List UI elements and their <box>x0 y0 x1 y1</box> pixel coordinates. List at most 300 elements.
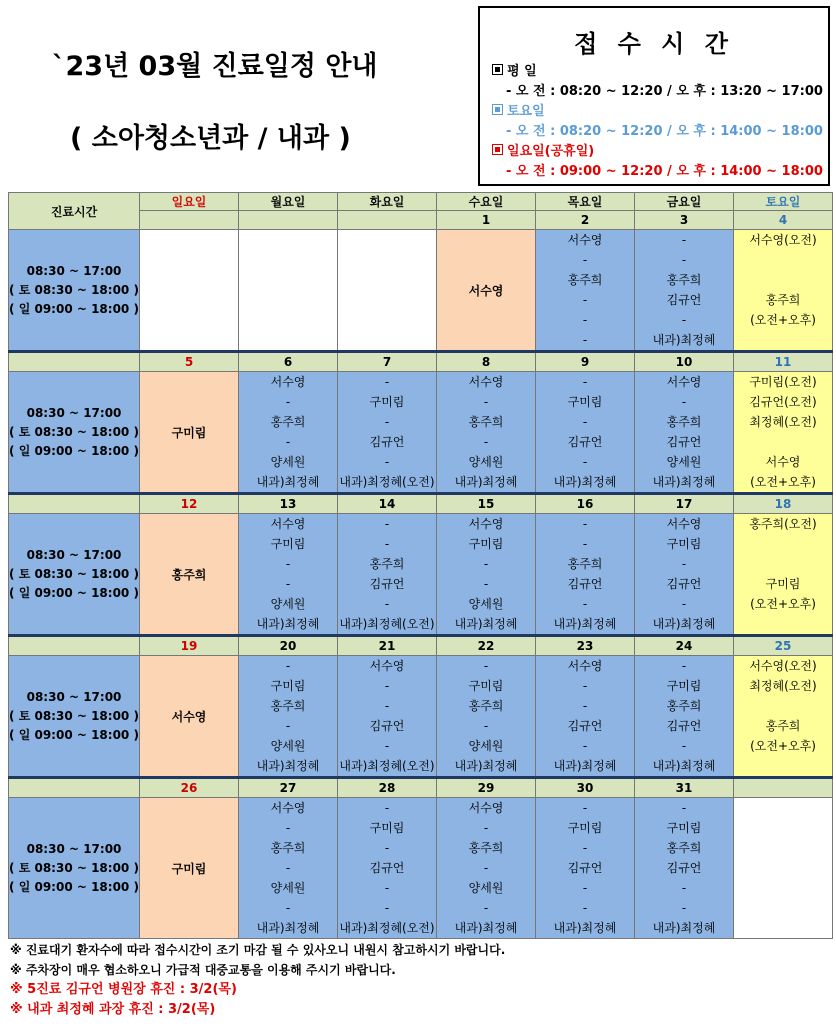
doctor-line: 구미림 <box>270 679 306 693</box>
schedule-cell <box>437 372 536 494</box>
doctor-line: 김규언 <box>666 435 702 449</box>
schedule-cell <box>338 372 437 494</box>
date-cell: 21 <box>338 636 437 656</box>
square-bullet-icon <box>492 144 503 155</box>
schedule-cell <box>635 230 734 352</box>
doctor-line: - <box>681 313 687 327</box>
date-cell <box>140 211 239 230</box>
week-row <box>9 230 833 352</box>
date-row <box>9 494 833 514</box>
schedule-cell <box>635 656 734 778</box>
date-cell: 16 <box>536 494 635 514</box>
doctor-line <box>734 270 832 290</box>
doctor-line: - <box>582 881 588 895</box>
doctor-line: 홍주희 <box>468 699 504 713</box>
doctor-line: - <box>582 739 588 753</box>
note-4: ※ 내과 최정혜 과장 휴진 : 3/2(목) <box>10 1002 216 1017</box>
time-line: ( 토 08:30 ~ 18:00 ) <box>9 424 139 439</box>
doctor-name: 서수영 <box>468 283 504 298</box>
doctor-line: 홍주희 <box>567 557 603 571</box>
doctor-line: 서수영 <box>468 517 504 531</box>
doctor-line: - <box>582 253 588 267</box>
schedule-cell <box>734 798 833 939</box>
doctor-line: (오전+오후) <box>750 739 816 753</box>
doctor-line: 내과)최정혜 <box>256 921 320 935</box>
week-row <box>9 372 833 494</box>
doctor-line: 내과)최정혜(오전) <box>339 617 435 631</box>
doctor-line: - <box>681 739 687 753</box>
doctor-line: 내과)최정혜(오전) <box>339 921 435 935</box>
time-line: 08:30 ~ 17:00 <box>26 263 122 278</box>
schedule-cell <box>536 230 635 352</box>
date-cell: 12 <box>140 494 239 514</box>
date-cell: 8 <box>437 352 536 372</box>
doctor-line: 김규언 <box>567 861 603 875</box>
doctor-line: 홍주희 <box>765 719 801 733</box>
doctor-line <box>734 696 832 716</box>
schedule-cell <box>338 656 437 778</box>
doctor-line: 서수영 <box>270 375 306 389</box>
time-header: 진료시간 <box>9 193 140 230</box>
schedule-cell <box>239 798 338 939</box>
doctor-line: - <box>384 415 390 429</box>
doctor-line: 내과)최정혜 <box>553 759 617 773</box>
doctor-line: - <box>384 801 390 815</box>
doctor-line: - <box>681 233 687 247</box>
doctor-line: - <box>285 901 291 915</box>
schedule-cell <box>734 514 833 636</box>
doctor-line: 서수영(오전) <box>749 233 817 247</box>
doctor-line <box>734 554 832 574</box>
doctor-line: 양세원 <box>270 455 306 469</box>
doctor-line: - <box>681 901 687 915</box>
doctor-line: 내과)최정혜 <box>256 617 320 631</box>
schedule-cell <box>338 798 437 939</box>
time-line: ( 일 09:00 ~ 18:00 ) <box>9 879 139 894</box>
header-row <box>9 193 833 211</box>
note-1: ※ 진료대기 환자수에 따라 접수시간이 조기 마감 될 수 있사오니 내원시 참고하시기 바랍니다. <box>10 943 506 957</box>
doctor-list <box>338 656 436 776</box>
doctor-line: 양세원 <box>270 597 306 611</box>
schedule-cell <box>536 514 635 636</box>
doctor-line: 최정혜(오전) <box>749 679 817 693</box>
date-cell: 13 <box>239 494 338 514</box>
weekday-label-row <box>492 60 537 79</box>
doctor-list <box>734 514 832 634</box>
schedule-cell <box>635 514 734 636</box>
schedule-cell <box>239 656 338 778</box>
date-cell: 5 <box>140 352 239 372</box>
date-cell: 20 <box>239 636 338 656</box>
doctor-line: 서수영 <box>270 801 306 815</box>
doctor-list <box>338 798 436 938</box>
time-cell <box>9 514 140 636</box>
doctor-line: (오전+오후) <box>750 313 816 327</box>
doctor-line: - <box>285 577 291 591</box>
doctor-line: 홍주희 <box>468 841 504 855</box>
sunday-label-row <box>492 140 594 159</box>
page-title: `23년 03월 진료일정 안내 <box>52 51 378 82</box>
date-cell: 9 <box>536 352 635 372</box>
day-header: 토요일 <box>734 193 833 211</box>
week-row <box>9 798 833 939</box>
time-line: ( 일 09:00 ~ 18:00 ) <box>9 585 139 600</box>
doctor-line: 내과)최정혜(오전) <box>339 759 435 773</box>
doctor-line: 홍주희 <box>567 273 603 287</box>
date-cell: 1 <box>437 211 536 230</box>
doctor-line: - <box>483 861 489 875</box>
doctor-list <box>239 656 337 776</box>
doctor-line: - <box>582 841 588 855</box>
doctor-line: - <box>384 901 390 915</box>
doctor-line: 내과)최정혜 <box>454 759 518 773</box>
doctor-name: 서수영 <box>171 709 207 724</box>
doctor-line: 김규언 <box>666 719 702 733</box>
schedule-cell <box>338 514 437 636</box>
doctor-line: 서수영 <box>567 233 603 247</box>
doctor-line: - <box>582 375 588 389</box>
doctor-line: 서수영 <box>270 517 306 531</box>
date-cell: 23 <box>536 636 635 656</box>
date-cell: 18 <box>734 494 833 514</box>
doctor-line: 최정혜(오전) <box>749 415 817 429</box>
doctor-line: - <box>384 739 390 753</box>
doctor-line: 김규언 <box>567 719 603 733</box>
doctor-line: 내과)최정혜 <box>256 759 320 773</box>
doctor-list <box>734 656 832 776</box>
doctor-line: 양세원 <box>468 739 504 753</box>
date-cell: 31 <box>635 778 734 798</box>
doctor-line: 내과)최정혜 <box>652 475 716 489</box>
doctor-line: 구미림 <box>369 821 405 835</box>
day-header: 화요일 <box>338 193 437 211</box>
doctor-line: 김규언 <box>666 293 702 307</box>
note-2: ※ 주차장이 매우 협소하오니 가급적 대중교통을 이용해 주시기 바랍니다. <box>10 963 396 977</box>
doctor-line: 양세원 <box>468 597 504 611</box>
doctor-line: 내과)최정혜 <box>454 475 518 489</box>
date-cell: 14 <box>338 494 437 514</box>
schedule-cell <box>734 230 833 352</box>
doctor-line: - <box>483 435 489 449</box>
date-cell <box>734 778 833 798</box>
doctor-line: 김규언 <box>567 435 603 449</box>
doctor-line: 김규언 <box>666 861 702 875</box>
doctor-line: - <box>285 557 291 571</box>
weekday-label: 평 일 <box>507 64 537 79</box>
doctor-line: - <box>285 861 291 875</box>
doctor-line: - <box>582 537 588 551</box>
date-cell: 24 <box>635 636 734 656</box>
doctor-line: - <box>384 537 390 551</box>
doctor-line: 서수영 <box>567 659 603 673</box>
doctor-list <box>734 230 832 350</box>
doctor-list <box>239 798 337 938</box>
doctor-list <box>536 230 634 350</box>
time-line: ( 토 08:30 ~ 18:00 ) <box>9 566 139 581</box>
doctor-line: - <box>681 253 687 267</box>
doctor-line: 홍주희 <box>666 699 702 713</box>
week-row <box>9 514 833 636</box>
date-cell: 3 <box>635 211 734 230</box>
doctor-line: 구미림 <box>567 821 603 835</box>
saturday-hours: - 오 전 : 08:20 ~ 12:20 / 오 후 : 14:00 ~ 18:00 <box>506 124 823 139</box>
doctor-line: 홍주희 <box>270 415 306 429</box>
time-cell <box>9 230 140 352</box>
doctor-line: 내과)최정혜 <box>454 617 518 631</box>
date-cell: 10 <box>635 352 734 372</box>
date-cell: 17 <box>635 494 734 514</box>
doctor-line: - <box>384 455 390 469</box>
date-row <box>9 352 833 372</box>
reception-hours-title: 접 수 시 간 <box>574 30 734 58</box>
doctor-list <box>338 514 436 634</box>
saturday-label: 토요일 <box>507 104 545 119</box>
doctor-line: - <box>582 293 588 307</box>
doctor-line: 구미림 <box>765 577 801 591</box>
doctor-line: - <box>582 901 588 915</box>
doctor-line: 내과)최정혜 <box>652 617 716 631</box>
schedule-cell <box>536 656 635 778</box>
schedule-cell <box>140 514 239 636</box>
doctor-line: (오전+오후) <box>750 475 816 489</box>
doctor-line: 홍주희 <box>468 415 504 429</box>
doctor-line: 김규언 <box>369 435 405 449</box>
reception-hours-box <box>478 6 830 186</box>
day-header: 월요일 <box>239 193 338 211</box>
date-cell: 2 <box>536 211 635 230</box>
doctor-line: 내과)최정혜 <box>256 475 320 489</box>
doctor-line: 홍주희 <box>270 841 306 855</box>
schedule-cell <box>635 798 734 939</box>
doctor-line: - <box>483 577 489 591</box>
sunday-hours: - 오 전 : 09:00 ~ 12:20 / 오 후 : 14:00 ~ 18:00 <box>506 164 823 179</box>
doctor-list <box>437 514 535 634</box>
doctor-name: 홍주희 <box>171 567 207 582</box>
doctor-line: 양세원 <box>468 881 504 895</box>
doctor-line: - <box>582 801 588 815</box>
schedule-cell <box>437 230 536 352</box>
date-cell: 19 <box>140 636 239 656</box>
date-cell: 26 <box>140 778 239 798</box>
doctor-line: 서수영(오전) <box>749 659 817 673</box>
doctor-line: 홍주희 <box>666 415 702 429</box>
doctor-line: 내과)최정혜 <box>553 475 617 489</box>
doctor-line: 내과)최정혜 <box>454 921 518 935</box>
date-row-left <box>9 352 140 372</box>
doctor-line <box>734 330 832 350</box>
doctor-line: 홍주희 <box>270 699 306 713</box>
doctor-name: 구미림 <box>171 425 207 440</box>
time-line: ( 토 08:30 ~ 18:00 ) <box>9 860 139 875</box>
date-row-left <box>9 636 140 656</box>
date-cell: 29 <box>437 778 536 798</box>
doctor-line: - <box>285 821 291 835</box>
doctor-list <box>635 798 733 938</box>
doctor-list <box>437 372 535 492</box>
doctor-line: 홍주희 <box>666 841 702 855</box>
doctor-line: 구미림 <box>468 679 504 693</box>
schedule-cell <box>437 514 536 636</box>
doctor-line: - <box>483 719 489 733</box>
doctor-line: - <box>582 517 588 531</box>
doctor-line: 구미림 <box>567 395 603 409</box>
date-cell: 25 <box>734 636 833 656</box>
schedule-cell <box>536 798 635 939</box>
square-bullet-icon <box>492 64 503 75</box>
doctor-list <box>635 230 733 350</box>
doctor-list <box>536 372 634 492</box>
doctor-line: 내과)최정혜 <box>553 617 617 631</box>
schedule-cell <box>536 372 635 494</box>
doctor-line: 구미림 <box>666 821 702 835</box>
doctor-line: 내과)최정혜 <box>553 921 617 935</box>
day-header: 목요일 <box>536 193 635 211</box>
doctor-line <box>734 432 832 452</box>
doctor-list <box>734 372 832 492</box>
doctor-line: - <box>582 455 588 469</box>
doctor-line: - <box>384 699 390 713</box>
date-cell <box>338 211 437 230</box>
doctor-line: - <box>483 395 489 409</box>
doctor-line: - <box>681 801 687 815</box>
doctor-line: - <box>582 679 588 693</box>
doctor-line: - <box>681 597 687 611</box>
doctor-line: 구미림(오전) <box>749 375 817 389</box>
schedule-cell <box>437 798 536 939</box>
doctor-line: - <box>384 679 390 693</box>
doctor-line: 내과)최정혜 <box>652 333 716 347</box>
doctor-line: - <box>681 557 687 571</box>
doctor-line: - <box>384 517 390 531</box>
date-cell: 28 <box>338 778 437 798</box>
doctor-line: 홍주희 <box>666 273 702 287</box>
date-cell: 15 <box>437 494 536 514</box>
date-cell: 22 <box>437 636 536 656</box>
doctor-line: 김규언 <box>567 577 603 591</box>
doctor-line <box>734 534 832 554</box>
doctor-line: 홍주희 <box>765 293 801 307</box>
doctor-line: - <box>483 901 489 915</box>
time-line: 08:30 ~ 17:00 <box>26 689 122 704</box>
doctor-line: - <box>681 395 687 409</box>
time-cell <box>9 656 140 778</box>
doctor-line: - <box>384 375 390 389</box>
doctor-line: 구미림 <box>666 537 702 551</box>
time-line: ( 일 09:00 ~ 18:00 ) <box>9 727 139 742</box>
date-cell: 11 <box>734 352 833 372</box>
time-line: 08:30 ~ 17:00 <box>26 405 122 420</box>
doctor-line: 서수영 <box>666 375 702 389</box>
doctor-line: - <box>582 415 588 429</box>
doctor-line: (오전+오후) <box>750 597 816 611</box>
time-cell <box>9 798 140 939</box>
schedule-cell <box>239 372 338 494</box>
doctor-line: 양세원 <box>468 455 504 469</box>
date-cell: 6 <box>239 352 338 372</box>
square-bullet-icon <box>492 104 503 115</box>
doctor-line: 홍주희 <box>369 557 405 571</box>
day-header: 일요일 <box>140 193 239 211</box>
doctor-line: 구미림 <box>468 537 504 551</box>
schedule-cell <box>140 230 239 352</box>
schedule-cell <box>140 656 239 778</box>
doctor-line: - <box>285 719 291 733</box>
doctor-line: 내과)최정혜 <box>652 921 716 935</box>
time-line: 08:30 ~ 17:00 <box>26 547 122 562</box>
doctor-line: 내과)최정혜(오전) <box>339 475 435 489</box>
doctor-line: 서수영 <box>468 375 504 389</box>
doctor-line: - <box>582 597 588 611</box>
schedule-cell <box>239 230 338 352</box>
schedule-cell <box>338 230 437 352</box>
doctor-line: 내과)최정혜 <box>652 759 716 773</box>
week-row <box>9 656 833 778</box>
doctor-list <box>536 798 634 938</box>
doctor-line: - <box>582 699 588 713</box>
doctor-line: - <box>582 333 588 347</box>
note-3: ※ 5진료 김규언 병원장 휴진 : 3/2(목) <box>10 982 237 997</box>
date-cell: 7 <box>338 352 437 372</box>
doctor-line: - <box>384 841 390 855</box>
doctor-list <box>635 372 733 492</box>
doctor-list <box>437 798 535 938</box>
doctor-line: 김규언 <box>369 861 405 875</box>
doctor-line: - <box>681 881 687 895</box>
doctor-list <box>338 372 436 492</box>
time-cell <box>9 372 140 494</box>
doctor-line: 김규언 <box>369 719 405 733</box>
doctor-list <box>239 372 337 492</box>
doctor-line <box>734 250 832 270</box>
doctor-line: - <box>285 395 291 409</box>
doctor-line: - <box>483 659 489 673</box>
doctor-line: 김규언 <box>666 577 702 591</box>
doctor-list <box>437 656 535 776</box>
time-line: ( 토 08:30 ~ 18:00 ) <box>9 282 139 297</box>
date-row <box>9 636 833 656</box>
doctor-line: 양세원 <box>270 881 306 895</box>
schedule-cell <box>239 514 338 636</box>
notes <box>10 940 505 1020</box>
schedule-cell <box>734 372 833 494</box>
doctor-line: - <box>285 659 291 673</box>
doctor-line <box>734 614 832 634</box>
doctor-line: 홍주희(오전) <box>749 517 817 531</box>
weekday-hours: - 오 전 : 08:20 ~ 12:20 / 오 후 : 13:20 ~ 17:00 <box>506 84 823 99</box>
saturday-label-row <box>492 100 545 119</box>
date-cell: 30 <box>536 778 635 798</box>
date-cell: 27 <box>239 778 338 798</box>
page-subtitle: ( 소아청소년과 / 내과 ) <box>70 123 351 154</box>
doctor-line: - <box>285 435 291 449</box>
time-line: ( 일 09:00 ~ 18:00 ) <box>9 301 139 316</box>
doctor-line: - <box>582 313 588 327</box>
doctor-list <box>635 514 733 634</box>
date-cell <box>239 211 338 230</box>
doctor-line: 구미림 <box>666 679 702 693</box>
doctor-line: 김규언 <box>369 577 405 591</box>
doctor-line <box>734 756 832 776</box>
schedule-cell <box>437 656 536 778</box>
doctor-line: - <box>384 597 390 611</box>
time-line: ( 토 08:30 ~ 18:00 ) <box>9 708 139 723</box>
doctor-line: 서수영 <box>369 659 405 673</box>
time-line: 08:30 ~ 17:00 <box>26 841 122 856</box>
doctor-line: 구미림 <box>270 537 306 551</box>
schedule-cell <box>140 372 239 494</box>
day-header: 금요일 <box>635 193 734 211</box>
date-cell: 4 <box>734 211 833 230</box>
